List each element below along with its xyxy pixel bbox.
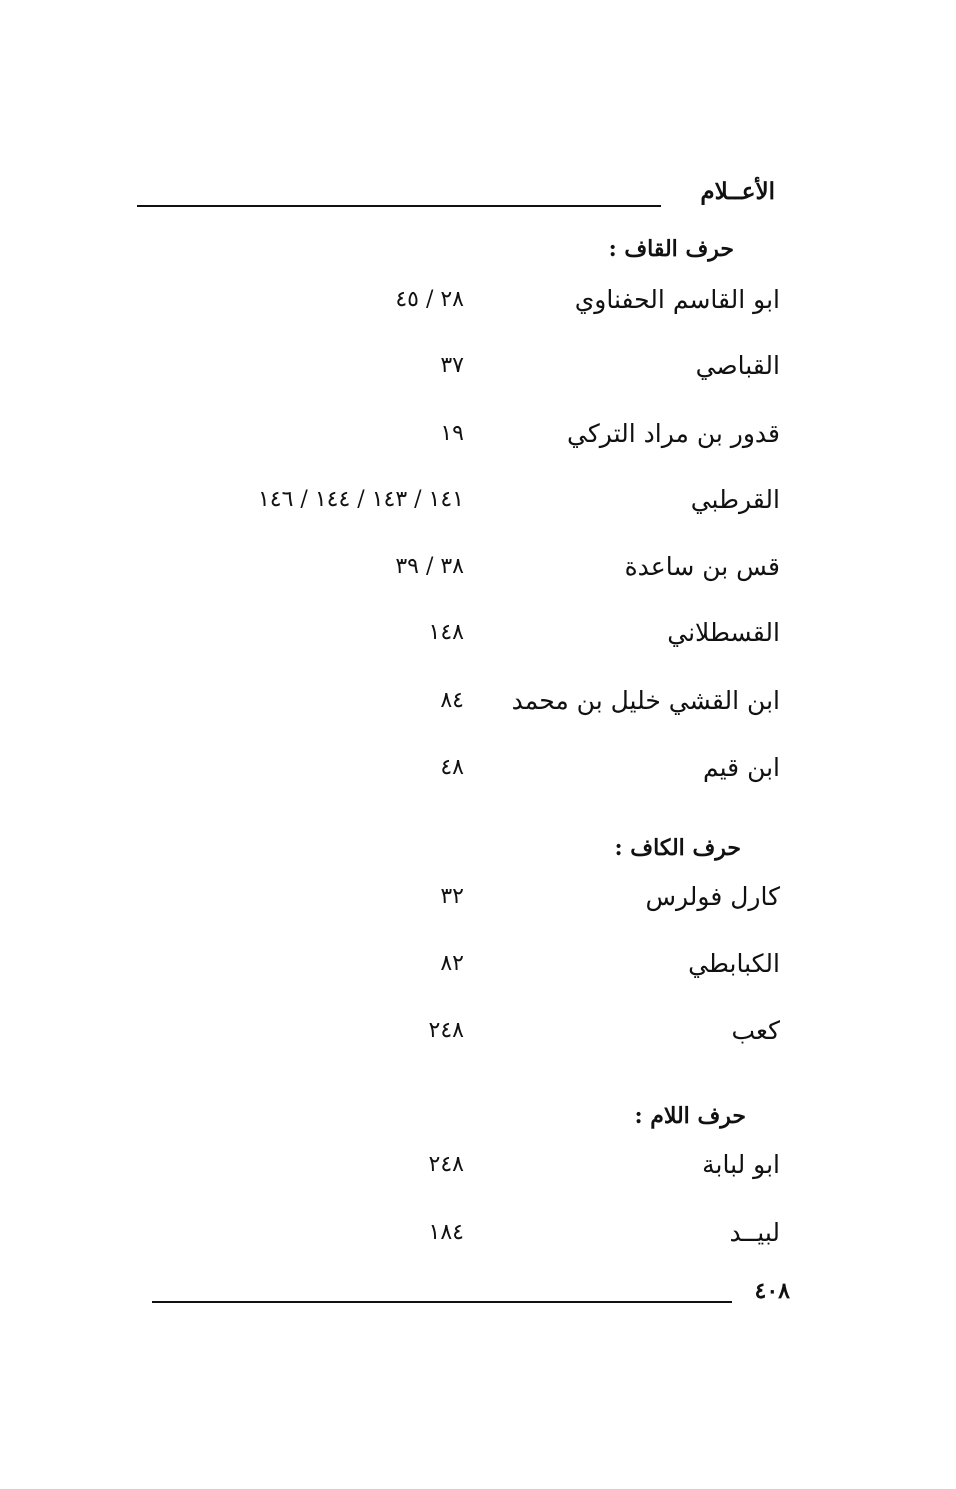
section-heading-qaf: حرف القاف :: [608, 236, 734, 262]
entry-name: ابن قيم: [702, 753, 780, 782]
index-entry: [180, 1150, 780, 1190]
entry-pages: ١٨٤: [428, 1220, 464, 1245]
header-rule: [137, 205, 661, 207]
entry-pages: ١٩: [440, 421, 464, 446]
index-entry: [180, 686, 780, 726]
entry-name: ابو لبابة: [702, 1150, 780, 1179]
index-entry: [180, 753, 780, 793]
entry-name: كارل فولرس: [645, 882, 780, 911]
entry-pages: ٢٤٨: [428, 1152, 464, 1177]
index-entry: [180, 485, 780, 525]
entry-pages: ٨٤: [440, 688, 464, 713]
entry-name: قس بن ساعدة: [624, 552, 780, 581]
entry-pages: ٣٨ / ٣٩: [395, 554, 464, 579]
index-entry: [180, 949, 780, 989]
index-entry: [180, 285, 780, 325]
entry-name: الكبابطي: [688, 949, 780, 978]
entry-pages: ٣٧: [440, 353, 464, 378]
index-entry: [180, 552, 780, 592]
entry-name: القسطلاني: [667, 618, 780, 647]
entry-pages: ٢٤٨: [428, 1018, 464, 1043]
entry-name: لبيــد: [729, 1218, 780, 1247]
index-entry: [180, 1218, 780, 1258]
index-entry: [180, 1016, 780, 1056]
footer-rule: [152, 1301, 732, 1303]
page-number: ٤٠٨: [754, 1278, 790, 1304]
running-header-title: الأعــلام: [700, 178, 775, 205]
index-entry: [180, 419, 780, 459]
entry-pages: ١٤٨: [428, 620, 464, 645]
entry-name: ابو القاسم الحفناوي: [574, 285, 780, 314]
entry-pages: ١٤١ / ١٤٣ / ١٤٤ / ١٤٦: [257, 487, 464, 512]
section-heading-kaf: حرف الكاف :: [614, 835, 741, 861]
entry-name: القباصي: [695, 351, 780, 380]
index-entry: [180, 882, 780, 922]
entry-name: كعب: [731, 1016, 780, 1045]
index-entry: [180, 351, 780, 391]
entry-name: قدور بن مراد التركي: [567, 419, 780, 448]
entry-pages: ٨٢: [440, 951, 464, 976]
entry-name: القرطبي: [690, 485, 780, 514]
entry-pages: ٤٨: [440, 755, 464, 780]
entry-pages: ٢٨ / ٤٥: [395, 287, 464, 312]
index-entry: [180, 618, 780, 658]
entry-pages: ٣٢: [440, 884, 464, 909]
entry-name: ابن القشي خليل بن محمد: [511, 686, 780, 715]
section-heading-lam: حرف اللام :: [634, 1103, 746, 1129]
